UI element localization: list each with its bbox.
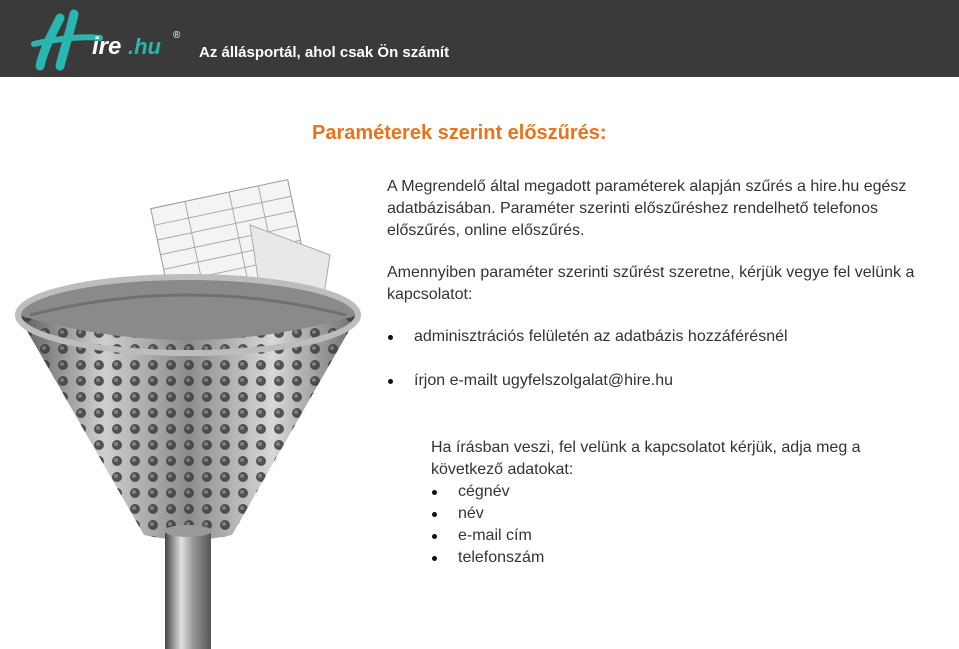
intro-paragraph: A Megrendelő által megadott paraméterek alapján szűrés a hire.hu egész adatbázisában. Paraméter szerinti előszűréshez rendelhető telefonos előszűrés, online előszűrés. (387, 178, 907, 239)
hire-logo[interactable] (30, 8, 200, 72)
contact-options-list (387, 326, 947, 414)
page-title: Paraméterek szerint előszűrés: (312, 122, 607, 144)
written-contact-paragraph: Ha írásban veszi, fel velünk a kapcsolatot kérjük, adja meg a következő adatokat: (431, 439, 861, 478)
list-item: e-mail cím (431, 525, 731, 547)
list-item: írjon e-mailt ugyfelszolgalat@hire.hu (387, 370, 947, 392)
header-bar (0, 0, 959, 77)
list-item: telefonszám (431, 547, 731, 569)
required-data-list (431, 481, 731, 569)
list-item: cégnév (431, 481, 731, 503)
tagline: Az állásportál, ahol csak Ön számít (199, 44, 450, 61)
funnel-illustration (0, 165, 375, 649)
svg-text:ire: ire (92, 33, 122, 60)
list-item: név (431, 503, 731, 525)
contact-paragraph: Amennyiben paraméter szerinti szűrést szeretne, kérjük vegye fel velünk a kapcsolatot: (387, 264, 915, 303)
svg-text:.hu: .hu (128, 34, 161, 59)
list-item: adminisztrációs felületén az adatbázis hozzáférésnél (387, 326, 947, 348)
svg-text:®: ® (173, 30, 181, 41)
